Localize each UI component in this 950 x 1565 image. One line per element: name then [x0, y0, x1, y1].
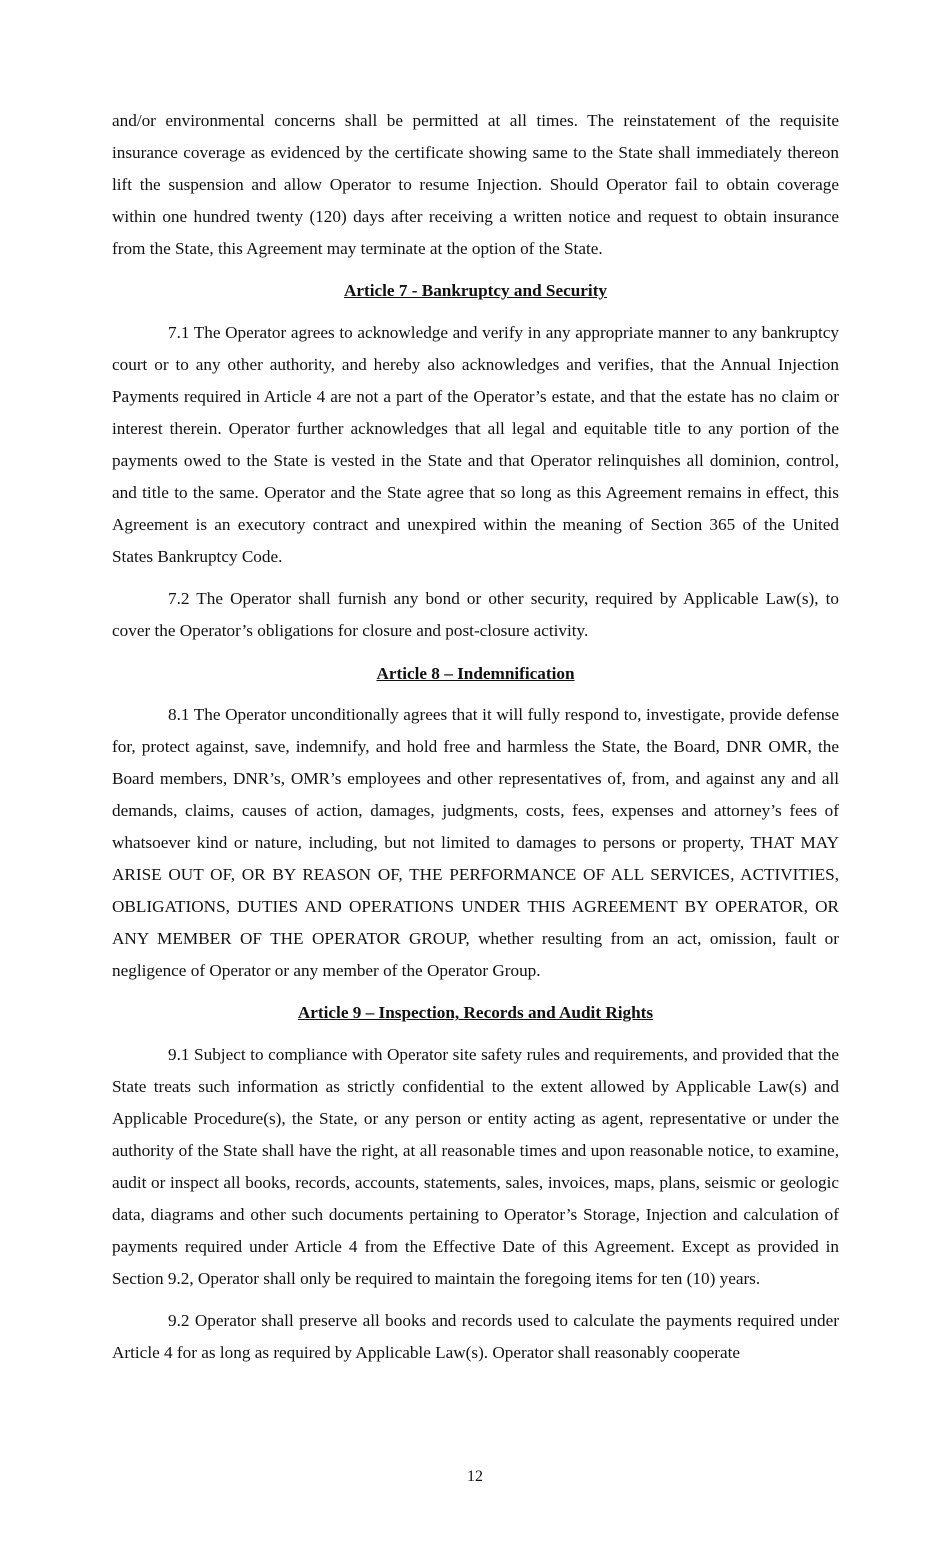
section-8-1-paragraph: 8.1 The Operator unconditionally agrees that it will fully respond to, investigate, provide defense for, protect against, save, indemnify, and hold free and harmless the State, the Board, DNR OMR, the Board members, DNR’s, OMR’s employees and other representatives of, from, and against any and all demands, claims, causes of action, damages, judgments, costs, fees, expenses and attorney’s fees of whatsoever kind or nature, including, but not limited to damages to persons or property, THAT MAY ARISE OUT OF, OR BY REASON OF, THE PERFORMANCE OF ALL SERVICES, ACTIVITIES, OBLIGATIONS, DUTIES AND OPERATIONS UNDER THIS AGREEMENT BY OPERATOR, OR ANY MEMBER OF THE OPERATOR GROUP, whether resulting from an act, omission, fault or negligence of Operator or any member of the Operator Group.	[112, 704, 839, 981]
section-9-2-paragraph: 9.2 Operator shall preserve all books and records used to calculate the payments required under Article 4 for as long as required by Applicable Law(s). Operator shall reasonably cooperate	[112, 1311, 839, 1363]
article-7-heading: Article 7 - Bankruptcy and Security	[343, 281, 608, 301]
section-7-1-paragraph: 7.1 The Operator agrees to acknowledge and verify in any appropriate manner to any bankruptcy court or to any other authority, and hereby also acknowledges and verifies, that the Annual Injection Payments required in Article 4 are not a part of the Operator’s estate, and that the estate has no claim or interest therein. Operator further acknowledges that all legal and equitable title to any portion of the payments owed to the State is vested in the State and that Operator relinquishes all dominion, control, and title to the same. Operator and the State agree that so long as this Agreement remains in effect, this Agreement is an executory contract and unexpired within the meaning of Section 365 of the United States Bankruptcy Code.	[112, 322, 839, 567]
section-9-1-paragraph: 9.1 Subject to compliance with Operator site safety rules and requirements, and provided that the State treats such information as strictly confidential to the extent allowed by Applicable Law(s) and Applicable Procedure(s), the State, or any person or entity acting as agent, representative or under the authority of the State shall have the right, at all reasonable times and upon reasonable notice, to examine, audit or inspect all books, records, accounts, statements, sales, invoices, maps, plans, seismic or geologic data, diagrams and other such documents pertaining to Operator’s Storage, Injection and calculation of payments required under Article 4 from the Effective Date of this Agreement. Except as provided in Section 9.2, Operator shall only be required to maintain the foregoing items for ten (10) years.	[112, 1044, 839, 1289]
intro-paragraph: and/or environmental concerns shall be permitted at all times. The reinstatement of the requisite insurance coverage as evidenced by the certificate showing same to the State shall immediately thereon lift the suspension and allow Operator to resume Injection. Should Operator fail to obtain coverage within one hundred twenty (120) days after receiving a written notice and request to obtain insurance from the State, this Agreement may terminate at the option of the State.	[112, 111, 839, 259]
article-8-heading: Article 8 – Indemnification	[376, 663, 575, 683]
section-7-2-paragraph: 7.2 The Operator shall furnish any bond or other security, required by Applicable Law(s), to cover the Operator’s obligations for closure and post-closure activity.	[112, 589, 839, 641]
document-page	[112, 105, 839, 1379]
article-9-heading: Article 9 – Inspection, Records and Audit Rights	[297, 1003, 654, 1023]
page-number: 12	[467, 1468, 483, 1485]
